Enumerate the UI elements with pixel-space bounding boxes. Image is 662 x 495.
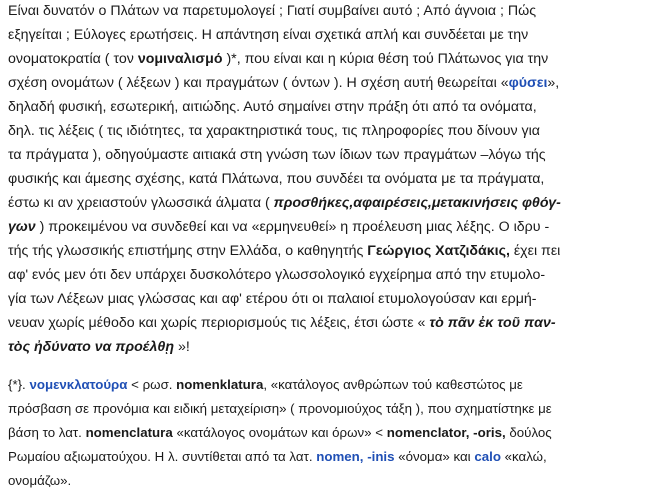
term-fysei: φύσει [508,75,548,91]
person-name: Γεώργιος Χατζιδάκις, [367,243,510,259]
paragraph-line: νευαν χωρίς μέθοδο και χωρίς περιορισμούς τις λέξεις, έτσι ώστε « τὸ πᾶν ἐκ τοῦ παν- [8,315,556,331]
term-nomenklatura: νομενκλατούρα [29,377,128,392]
paragraph-line: τής τής γλωσσικής επιστήμης στην Ελλάδα, ο καθηγητής Γεώργιος Χατζιδάκις, έχει πει [8,243,561,259]
paragraph-line: τὸς ἠδύνατο να προέλθῃ »! [8,339,190,355]
paragraph-line: δηλ. τις λέξεις ( τις ιδιότητες, τα χαρακτηριστικά τους, τις πληροφορίες που δίνουν για [8,123,540,139]
ancient-quote: τὸ πᾶν ἐκ τοῦ παν- [429,315,556,331]
footnote-line: Ρωμαίου αξιωματούχου. Η λ. συντίθεται από τα λατ. nomen, -inis «όνομα» και calo «καλώ, [8,449,547,464]
paragraph-line: αφ' ενός μεν ότι δεν υπάρχει δυσκολότερο γλωσσολογικό εγχείρημα από την ετυμολο- [8,267,546,283]
paragraph-line: ονοματοκρατία ( τον νομιναλισμό )*, που είναι και η κύρια θέση τού Πλάτωνος για την [8,51,549,67]
paragraph-line: έστω κι αν χρειαστούν γλωσσικά άλματα ( προσθήκες,αφαιρέσεις,μετακινήσεις φθόγ- [8,195,561,211]
footnote-line: {*}. νομενκλατούρα < ρωσ. nomenklatura, «κατάλογος ανθρώπων τού καθεστώτος με [8,377,523,392]
paragraph-line: Είναι δυνατόν ο Πλάτων να παρετυμολογεί ; Γιατί συμβαίνει αυτό ; Από άγνοια ; Πώς [8,3,537,19]
footnote-line: ονομάζω». [8,473,72,488]
footnote-line: πρόσβαση σε προνόμια και ειδική μεταχείριση» ( προνομιούχος τάξη ), που σχηματίστηκε με [8,401,552,416]
ancient-quote: τὸς ἠδύνατο να προέλθῃ [8,339,175,355]
paragraph-line: σχέση ονομάτων ( λέξεων ) και πραγμάτων ( όντων ). Η σχέση αυτή θεωρείται «φύσει», [8,75,560,91]
paragraph-line: γία των Λέξεων μιας γλώσσας και αφ' ετέρου ότι οι παλαιοί ετυμολογούσαν και ερμή- [8,291,537,307]
paragraph-line: δηλαδή φυσική, εσωτερική, αιτιώδης. Αυτό σημαίνει στην πράξη ότι από τα ονόματα, [8,99,537,115]
paragraph-line: φυσικής και άμεσης σχέσης, κατά Πλάτωνα, που συνδέει τα ονόματα με τα πράγματα, [8,171,545,187]
footnote-line: βάση το λατ. nomenclatura «κατάλογος ονομάτων και όρων» < nomenclator, -oris, δούλος [8,425,552,440]
term-nominalism: νομιναλισμό [137,51,223,67]
term-phonetic-changes: προσθήκες,αφαιρέσεις,μετακινήσεις φθόγ- [273,195,561,211]
paragraph-line: εξηγείται ; Εύλογες ερωτήσεις. Η απάντηση είναι σχετικά απλή και συνδέεται με την [8,27,529,43]
paragraph-line: γων ) προκειμένου να συνδεθεί και να «ερμηνευθεί» η προέλευση μιας λέξης. Ο ιδρυ - [8,219,550,235]
term-calo: calo [474,449,501,464]
term-nomen: nomen, -inis [316,449,395,464]
paragraph-line: τα πράγματα ), οδηγούμαστε αιτιακά στη γνώση των ίδιων των πραγμάτων –λόγω τής [8,147,546,163]
